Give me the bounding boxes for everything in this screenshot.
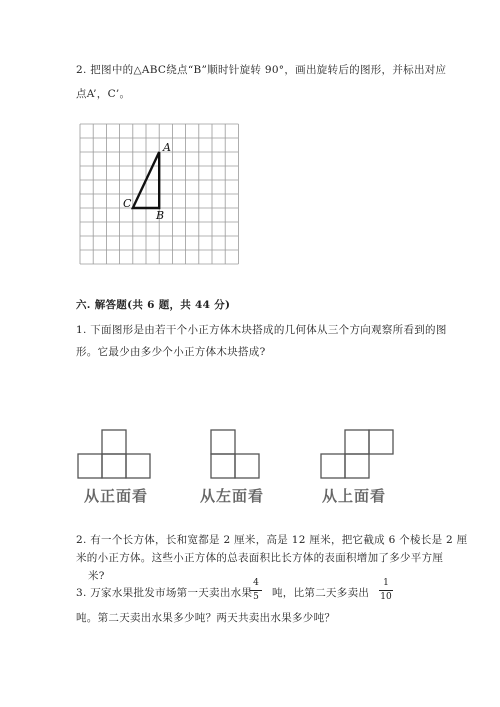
- left-view-label: 从左面看: [200, 487, 265, 505]
- fraction-1-numerator: 4: [253, 578, 259, 588]
- section-heading: 六. 解答题(共 6 题，共 44 分): [76, 299, 231, 311]
- fraction-2-bar: [379, 590, 393, 591]
- vertex-label-b: B: [156, 209, 165, 222]
- front-view-shape: [78, 430, 150, 478]
- problem-2-line-2: 米的小正方体。这些小正方体的总表面积比长方体的表面积增加了多少平方厘: [76, 552, 444, 564]
- problem-3-line-2: 吨。第二天卖出水果多少吨？两天共卖出水果多少吨？: [76, 612, 336, 624]
- problem-2-line-3: 米?: [88, 570, 105, 582]
- fraction-1-denominator: 5: [253, 592, 259, 602]
- problem-3-part-2: 吨，比第二天多卖出: [272, 587, 370, 599]
- top-view-shape: [321, 430, 393, 478]
- left-view-shape: [211, 430, 259, 478]
- problem-2-line-1: 2. 有一个长方体，长和宽都是 2 厘米，高是 12 厘米，把它截成 6 个棱长是 2 厘: [76, 534, 468, 546]
- fraction-one-tenth: [378, 578, 394, 603]
- front-view-label: 从正面看: [84, 487, 149, 505]
- question-2-line-2: 点A’，C’。: [76, 88, 131, 100]
- top-view-label: 从上面看: [322, 487, 387, 505]
- vertex-label-a: A: [163, 141, 171, 154]
- fraction-1-bar: [250, 590, 262, 591]
- fraction-four-fifths: [249, 578, 263, 603]
- question-2-line-1: 2. 把图中的△ABC绕点“B”顺时针旋转 90°，画出旋转后的图形，并标出对应: [76, 64, 447, 76]
- fraction-2-denominator: 10: [380, 592, 392, 602]
- problem-1-line-1: 1. 下面图形是由若干个小正方体木块搭成的几何体从三个方向观察所看到的图: [76, 324, 447, 336]
- problem-3-part-1: 3. 万家水果批发市场第一天卖出水果: [76, 587, 253, 599]
- vertex-label-c: C: [123, 197, 132, 210]
- fraction-2-numerator: 1: [383, 578, 389, 588]
- problem-1-line-2: 形。它最少由多少个小正方体木块搭成?: [76, 346, 266, 358]
